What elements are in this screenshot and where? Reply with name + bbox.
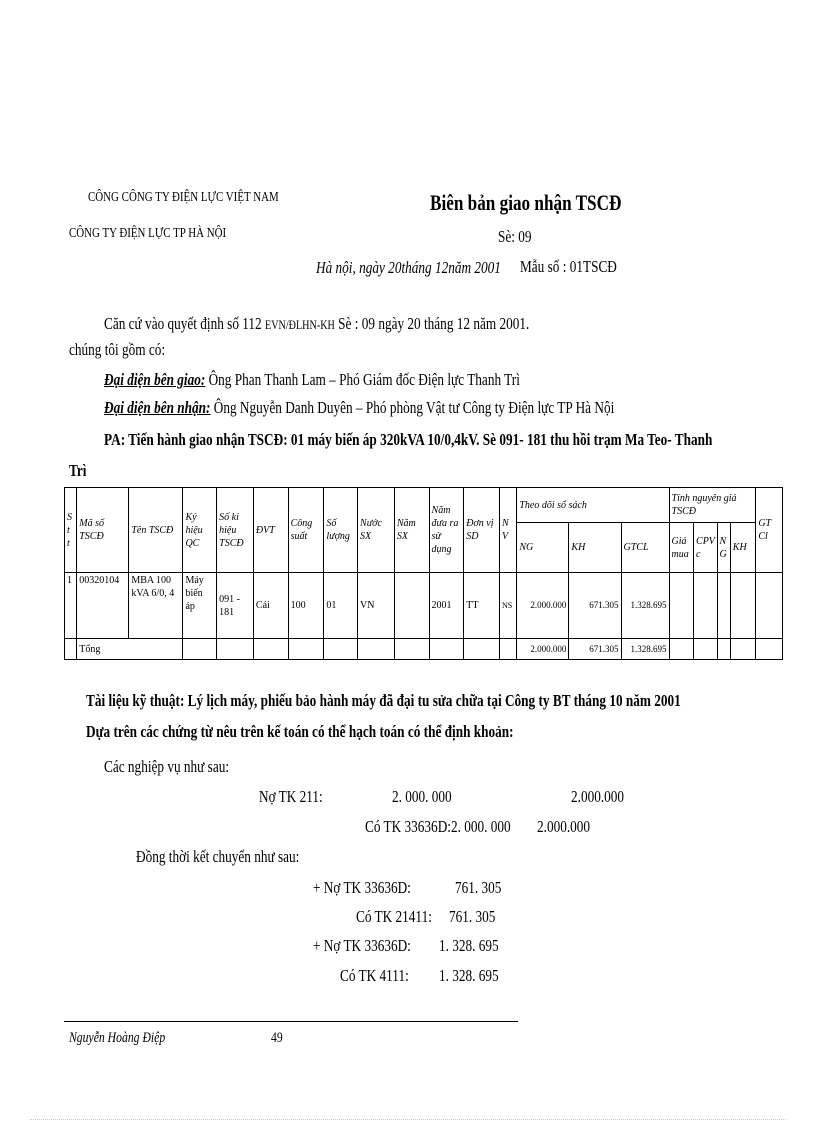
cell-kh: 671.305 <box>569 573 621 639</box>
org-name: CÔNG TY ĐIỆN LỰC TP HÀ NỘI <box>69 226 227 241</box>
col-ten: Tên TSCĐ <box>129 488 183 573</box>
table-total-row <box>65 639 783 660</box>
receiver-line: Đại diện bên nhận: Ông Nguyễn Danh Duyên – Phó phòng Vật tư Công ty Điện lực TP Hà Nội <box>104 398 615 417</box>
total-kh: 671.305 <box>569 639 621 660</box>
col-namdua: Năm đưa ra sử dụng <box>429 488 464 573</box>
total-label: Tổng <box>77 639 183 660</box>
document-date: Hà nội, ngày 20tháng 12năm 2001 <box>316 258 501 277</box>
total-empty-7 <box>394 639 429 660</box>
cell-cpvc <box>694 573 717 639</box>
cell-namsx <box>394 573 429 639</box>
cell-gtcl: 1.328.695 <box>621 573 669 639</box>
total-ng: 2.000.000 <box>517 639 569 660</box>
col-ma: Mã số TSCĐ <box>77 488 129 573</box>
table-row <box>65 573 783 639</box>
total-empty-8 <box>429 639 464 660</box>
total-empty-4 <box>288 639 324 660</box>
cell-soluong: 01 <box>324 573 358 639</box>
transfer-line: Đồng thời kết chuyển như sau: <box>136 847 300 866</box>
col-soluong: Số lượng <box>324 488 358 573</box>
col-tinh: Tính nguyên giá TSCĐ <box>669 488 756 523</box>
entry5-value: 1. 328. 695 <box>439 936 499 955</box>
col-nv: N V <box>499 488 516 573</box>
footer-author: Nguyễn Hoàng Điệp <box>69 1030 166 1046</box>
total-gtcl: 1.328.695 <box>621 639 669 660</box>
total-empty-9 <box>464 639 500 660</box>
entry4-value: 761. 305 <box>449 907 496 926</box>
entry1-value: 2. 000. 000 <box>392 787 452 806</box>
footer-divider <box>64 1021 518 1022</box>
col-gtcl2: GT Cl <box>756 488 783 573</box>
based-on-line: Dựa trên các chứng từ nêu trên kế toán có thể hạch toán có thể định khoản: <box>86 722 514 741</box>
total-blank <box>65 639 77 660</box>
pa-line-cont: Trì <box>69 461 87 480</box>
tech-docs-line: Tài liệu kỹ thuật: Lý lịch máy, phiếu bảo hành máy đã đại tu sửa chữa tại Công ty BT tháng 10 năm 2001 <box>86 691 681 710</box>
col-ng: NG <box>517 523 569 573</box>
cell-giamua <box>669 573 694 639</box>
col-gtcl: GTCL <box>621 523 669 573</box>
col-theodoi: Theo dõi sổ sách <box>517 488 669 523</box>
col-giamua: Giá mua <box>669 523 694 573</box>
total-empty-3 <box>253 639 288 660</box>
entry1-value2: 2.000.000 <box>571 787 625 806</box>
we-include: chúng tôi gồm có: <box>69 340 166 359</box>
entry2-value2: 2.000.000 <box>537 817 591 836</box>
total-empty-11 <box>669 639 694 660</box>
entry1-label: Nợ TK 211: <box>259 787 323 806</box>
cell-ngs <box>717 573 730 639</box>
col-cpvc: CPV c <box>694 523 717 573</box>
cell-stt: 1 <box>65 573 77 639</box>
org-parent: CÔNG CÔNG TY ĐIỆN LỰC VIỆT NAM <box>88 190 279 205</box>
total-empty-12 <box>694 639 717 660</box>
total-empty-10 <box>499 639 516 660</box>
asset-table <box>64 487 783 660</box>
document-number: Sè: 09 <box>498 227 532 246</box>
total-empty-15 <box>756 639 783 660</box>
basis-line: Căn cứ vào quyết định số 112 EVN/ĐLHN-KH Sè : 09 ngày 20 tháng 12 năm 2001. <box>104 314 530 333</box>
col-kh: KH <box>569 523 621 573</box>
cell-dvt: Cái <box>253 573 288 639</box>
col-namsx: Năm SX <box>394 488 429 573</box>
total-empty-13 <box>717 639 730 660</box>
cell-donvi: TT <box>464 573 500 639</box>
col-dvt: ĐVT <box>253 488 288 573</box>
total-empty-1 <box>183 639 217 660</box>
col-kh2: KH <box>730 523 756 573</box>
col-ngs: N G <box>717 523 730 573</box>
cell-soki: 091 - 181 <box>217 573 254 639</box>
col-donvi: Đơn vị SD <box>464 488 500 573</box>
entry3-value: 761. 305 <box>455 878 502 897</box>
giver-line: Đại diện bên giao: Ông Phan Thanh Lam – Phó Giám đốc Điện lực Thanh Trì <box>104 370 520 389</box>
entry4-label: Có TK 21411: <box>356 907 432 926</box>
cell-nuoc: VN <box>358 573 395 639</box>
cell-kh2 <box>730 573 756 639</box>
entry5-label: + Nợ TK 33636D: <box>313 936 411 955</box>
cell-kyhieu: Máy biến áp <box>183 573 217 639</box>
cell-ng: 2.000.000 <box>517 573 569 639</box>
col-kyhieu: Ký hiệu QC <box>183 488 217 573</box>
document-title: Biên bản giao nhận TSCĐ <box>430 190 622 215</box>
total-empty-2 <box>217 639 254 660</box>
operations-line: Các nghiệp vụ như sau: <box>104 757 230 776</box>
form-number: Mẫu số : 01TSCĐ <box>520 257 617 276</box>
cell-gtcl2 <box>756 573 783 639</box>
col-soki: Số ki hiệu TSCĐ <box>217 488 254 573</box>
pa-line: PA: Tiến hành giao nhận TSCĐ: 01 máy biến áp 320kVA 10/0,4kV. Sè 091- 181 thu hồi trạm Ma Teo- Thanh <box>104 430 713 449</box>
cell-ten: MBA 100 kVA 6/0, 4 <box>129 573 183 639</box>
total-empty-14 <box>730 639 756 660</box>
col-nuoc: Nước SX <box>358 488 395 573</box>
cell-congsuat: 100 <box>288 573 324 639</box>
total-empty-6 <box>358 639 395 660</box>
entry6-value: 1. 328. 695 <box>439 966 499 985</box>
page-number: 49 <box>271 1030 283 1046</box>
cell-ma: 00320104 <box>77 573 129 639</box>
cell-namdua: 2001 <box>429 573 464 639</box>
entry3-label: + Nợ TK 33636D: <box>313 878 411 897</box>
page-bottom-edge <box>30 1119 786 1120</box>
cell-nv: NS <box>499 573 516 639</box>
col-stt: S t t <box>65 488 77 573</box>
total-empty-5 <box>324 639 358 660</box>
entry6-label: Có TK 4111: <box>340 966 409 985</box>
entry2: Có TK 33636D:2. 000. 000 <box>365 817 511 836</box>
col-congsuat: Công suất <box>288 488 324 573</box>
